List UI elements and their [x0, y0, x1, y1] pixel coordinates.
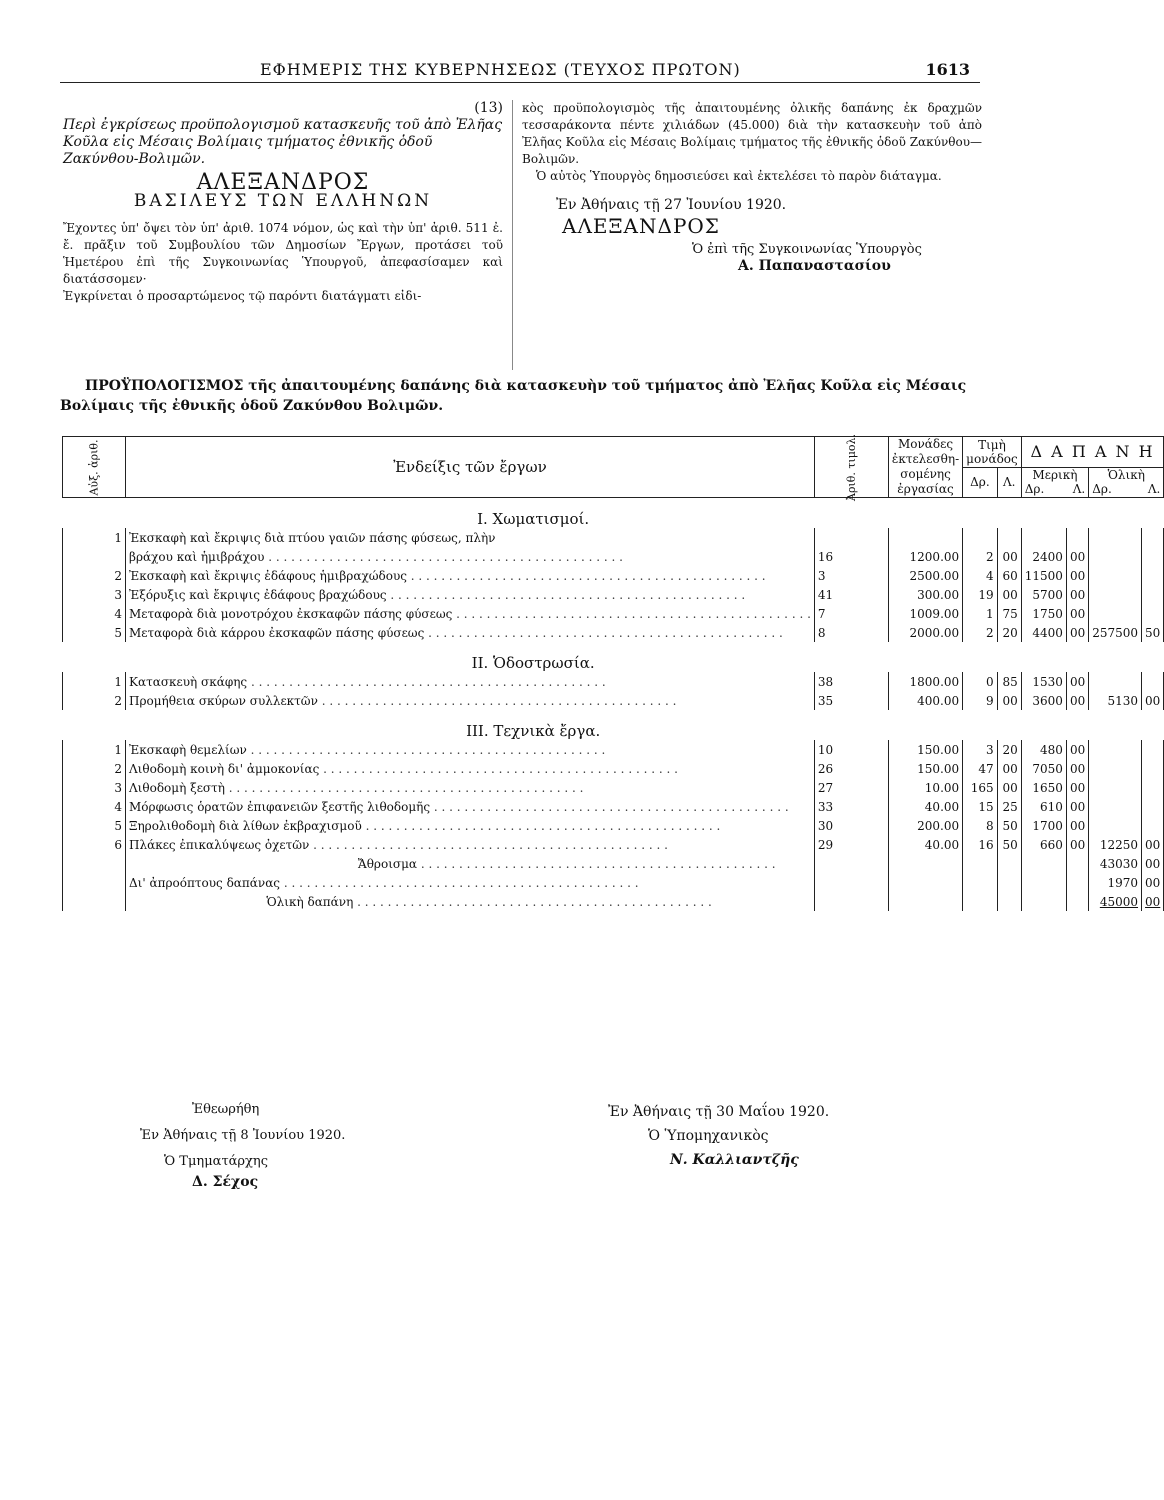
row-price-l: 00 [997, 691, 1021, 710]
row-number: 3 [63, 778, 126, 797]
total-label-cell: Ὁλικὴ δαπάνη . . . . . . . . . . . . . . . . . . . . . . . . . . . . . . . . . . . . . . . . . . . . . . . [126, 892, 815, 911]
empty-cell [963, 873, 998, 892]
column-divider [512, 100, 513, 370]
row-price-dr: 0 [986, 674, 994, 689]
row-total-dr: 12250 [1099, 837, 1139, 852]
row-total-dr [1089, 604, 1142, 623]
row-total-dr [1089, 672, 1142, 691]
empty-cell [63, 873, 126, 892]
table-row [63, 566, 1164, 585]
empty-cell [1089, 528, 1142, 547]
row-number: 2 [63, 691, 126, 710]
table-row [63, 547, 1164, 566]
row-article: 29 [814, 835, 888, 854]
row-total-dr [1089, 797, 1142, 816]
row-total-dr: 257500 [1092, 625, 1139, 640]
table-row [63, 835, 1164, 854]
empty-cell [1066, 873, 1088, 892]
decree-execution: Ὁ αὐτὸς Ὑπουργὸς δημοσιεύσει καὶ ἐκτελέσει τὸ παρὸν διάταγμα. [536, 169, 942, 183]
row-number: 3 [63, 585, 126, 604]
row-description-cell: βράχου καὶ ἡμιβράχου . . . . . . . . . . . . . . . . . . . . . . . . . . . . . . . . . . . . . . . . . . . . . . . [126, 547, 815, 566]
row-number: 5 [63, 623, 126, 642]
row-number: 5 [63, 816, 126, 835]
row-number: 2 [63, 566, 126, 585]
section-title: III. Τεχνικὰ ἔργα. [466, 722, 601, 740]
minister-title: Ὁ ἐπὶ τῆς Συγκοινωνίας Ὑπουργὸς [692, 242, 922, 257]
row-total-l [1142, 566, 1164, 585]
left-name: Δ. Σέχος [192, 1174, 259, 1190]
total-label-cell: Δι' ἀπροόπτους δαπάνας . . . . . . . . . . . . . . . . . . . . . . . . . . . . . . . . . . . . . . . . . . . . . . . [126, 873, 815, 892]
row-total-dr [1089, 740, 1142, 759]
row-description: Ἐκσκαφὴ καὶ ἔκριψις διὰ πτύου γαιῶν πάσης φύσεως, πλὴν [126, 528, 815, 547]
row-price-l: 20 [997, 740, 1021, 759]
empty-cell [1066, 854, 1088, 873]
row-number: 2 [63, 759, 126, 778]
total-value-dr: 43030 [1099, 856, 1139, 871]
row-total-l [1142, 672, 1164, 691]
col-header-price-dr: Δρ. [963, 467, 998, 498]
row-price-dr: 16 [978, 837, 994, 852]
row-total-dr [1089, 778, 1142, 797]
row-partial-l: 00 [1066, 623, 1088, 642]
row-partial-l: 00 [1066, 566, 1088, 585]
row-units: 40.00 [888, 797, 962, 816]
empty-cell [963, 528, 998, 547]
empty-cell [997, 854, 1021, 873]
empty-cell [1066, 892, 1088, 911]
row-total-dr: 5130 [1107, 693, 1139, 708]
row-description-cell: Ἐκσκαφὴ θεμελίων . . . . . . . . . . . . . . . . . . . . . . . . . . . . . . . . . . . . . . . . . . . . . . . [126, 740, 815, 759]
row-article: 16 [814, 547, 888, 566]
row-price-dr: 2 [986, 549, 994, 564]
row-description: Λιθοδομὴ ξεστὴ [129, 780, 225, 795]
row-units: 40.00 [888, 835, 962, 854]
decree-body: Ἔχοντες ὑπ' ὄψει τὸν ὑπ' ἀριθ. 1074 νόμον, ὡς καὶ τὴν ὑπ' ἀριθ. 511 ἐ. ἔ. πρᾶξιν τοῦ Συμβουλίου τῶν Δημοσίων Ἔργων, προτάσει τοῦ Ἡμετέρου ἐπὶ τῆς Συγκοινωνίας Ὑπουργοῦ, ἀπεφασίσαμεν καὶ διατάσσομεν· [63, 221, 503, 286]
total-label: Δι' ἀπροόπτους δαπάνας [129, 875, 281, 890]
col-header-description: Ἐνδείξις τῶν ἔργων [126, 437, 815, 498]
row-number-blank [63, 547, 126, 566]
row-units: 200.00 [888, 816, 962, 835]
row-partial-dr: 2400 [1032, 549, 1063, 564]
total-row [63, 854, 1164, 873]
row-partial-l: 00 [1066, 672, 1088, 691]
total-l: Λ. [1147, 482, 1161, 497]
row-price-l: 00 [997, 778, 1021, 797]
checked-label: Ἐθεωρήθη [192, 1102, 260, 1117]
row-price-l: 85 [997, 672, 1021, 691]
row-partial-dr: 4400 [1032, 625, 1063, 640]
section-title: I. Χωματισμοί. [477, 510, 590, 528]
table-row [63, 585, 1164, 604]
row-units: 150.00 [888, 740, 962, 759]
row-price-l: 00 [997, 547, 1021, 566]
empty-cell [814, 892, 888, 911]
row-units: 150.00 [888, 759, 962, 778]
row-article: 30 [814, 816, 888, 835]
row-description-cell: Μεταφορὰ διὰ μονοτρόχου ἐκσκαφῶν πάσης φύσεως . . . . . . . . . . . . . . . . . . . . . . . . . . . . . . . . . . . . . . . . . . . . . . . [126, 604, 815, 623]
left-date: Ἐν Ἀθήναις τῇ 8 Ἰουνίου 1920. [140, 1128, 346, 1143]
right-column [522, 100, 982, 275]
row-partial-l: 00 [1066, 759, 1088, 778]
empty-cell [888, 873, 962, 892]
row-units: 1009.00 [888, 604, 962, 623]
empty-cell [997, 528, 1021, 547]
row-description-cell: Πλάκες ἐπικαλύψεως ὀχετῶν . . . . . . . . . . . . . . . . . . . . . . . . . . . . . . . . . . . . . . . . . . . . . . . [126, 835, 815, 854]
row-number: 1 [63, 528, 126, 547]
row-article: 10 [814, 740, 888, 759]
row-price-dr: 4 [986, 568, 994, 583]
row-partial-dr: 1650 [1032, 780, 1063, 795]
row-partial-l: 00 [1066, 547, 1088, 566]
row-price-l: 00 [997, 759, 1021, 778]
row-total-l [1142, 740, 1164, 759]
row-article: 35 [814, 691, 888, 710]
row-description: Λιθοδομὴ κοινὴ δι' ἀμμοκονίας [129, 761, 320, 776]
row-price-l: 50 [997, 816, 1021, 835]
right-title: Ὁ Ὑπομηχανικὸς [648, 1128, 769, 1144]
row-description-cell: Λιθοδομὴ κοινὴ δι' ἀμμοκονίας . . . . . . . . . . . . . . . . . . . . . . . . . . . . . . . . . . . . . . . . . . . . . . . [126, 759, 815, 778]
row-total-l [1142, 547, 1164, 566]
section-header [63, 642, 1164, 672]
row-price-dr: 47 [978, 761, 994, 776]
row-partial-dr: 660 [1040, 837, 1063, 852]
table-row [63, 691, 1164, 710]
row-partial-l: 00 [1066, 778, 1088, 797]
row-units: 300.00 [888, 585, 962, 604]
row-description-cell: Λιθοδομὴ ξεστὴ . . . . . . . . . . . . . . . . . . . . . . . . . . . . . . . . . . . . . . . . . . . . . . . [126, 778, 815, 797]
col-header-number: Αὐξ. ἀριθ. [63, 437, 126, 498]
row-total-dr [1089, 759, 1142, 778]
row-partial-l: 00 [1066, 816, 1088, 835]
empty-cell [814, 854, 888, 873]
col-header-units: Μονάδες ἐκτελεσθη-σομένης ἐργασίας [888, 437, 962, 498]
king-title: ΒΑΣΙΛΕΥΣ ΤΩΝ ΕΛΛΗΝΩΝ [133, 191, 433, 211]
row-units: 2500.00 [888, 566, 962, 585]
total-label: Ὁλικὴ δαπάνη [266, 894, 354, 909]
row-total-l: 00 [1142, 835, 1164, 854]
budget-table [62, 436, 1164, 911]
col-header-price-l: Λ. [997, 467, 1021, 498]
row-price-l: 75 [997, 604, 1021, 623]
row-number: 1 [63, 740, 126, 759]
right-name: Ν. Καλλιαντζῆς [670, 1152, 799, 1168]
row-total-l: 00 [1142, 691, 1164, 710]
empty-cell [888, 854, 962, 873]
row-description-cell: Κατασκευὴ σκάφης . . . . . . . . . . . . . . . . . . . . . . . . . . . . . . . . . . . . . . . . . . . . . . . [126, 672, 815, 691]
row-number: 1 [63, 672, 126, 691]
row-total-dr [1089, 585, 1142, 604]
row-partial-dr: 1530 [1032, 674, 1063, 689]
left-column [63, 100, 503, 305]
decree-body-2: Ἐγκρίνεται ὁ προσαρτώμενος τῷ παρόντι διατάγματι εἰδι- [63, 289, 422, 303]
row-description-cell: Ἐκσκαφὴ καὶ ἔκριψις ἐδάφους ἡμιβραχώδους . . . . . . . . . . . . . . . . . . . . . . . . . . . . . . . . . . . . . . . . . . . . . . . [126, 566, 815, 585]
decree-number: (13) [474, 100, 503, 116]
empty-cell [63, 854, 126, 873]
partial-l: Λ. [1072, 482, 1086, 497]
total-row [63, 873, 1164, 892]
table-row [63, 604, 1164, 623]
row-description: Μόρφωσις ὁρατῶν ἐπιφανειῶν ξεστῆς λιθοδομῆς [129, 799, 431, 814]
table-row [63, 816, 1164, 835]
row-description: Ἐξόρυξις καὶ ἔκριψις ἐδάφους βραχώδους [129, 587, 387, 602]
decree-subject: Περὶ ἐγκρίσεως προϋπολογισμοῦ κατασκευῆς τοῦ ἀπὸ Ἐλῆας Κοῦλα εἰς Μέσαις Βολίμαις τμήματος ἐθνικῆς ὁδοῦ Ζακύνθου-Βολιμῶν. [63, 117, 503, 167]
row-total-l [1142, 585, 1164, 604]
total-value-l: 00 [1142, 854, 1164, 873]
row-article: 26 [814, 759, 888, 778]
row-price-dr: 8 [986, 818, 994, 833]
empty-cell [997, 873, 1021, 892]
signature-left [140, 1100, 460, 1192]
col-header-article: Ἀριθ. τιμολ. [814, 437, 888, 498]
empty-cell [1021, 528, 1066, 547]
row-partial-dr: 11500 [1024, 568, 1063, 583]
empty-cell [814, 528, 888, 547]
row-article: 8 [814, 623, 888, 642]
row-price-dr: 3 [986, 742, 994, 757]
row-description: Κατασκευὴ σκάφης [129, 674, 248, 689]
table-row [63, 778, 1164, 797]
row-article: 41 [814, 585, 888, 604]
row-price-l: 60 [997, 566, 1021, 585]
empty-cell [1021, 892, 1066, 911]
row-price-l: 50 [997, 835, 1021, 854]
row-units: 1200.00 [888, 547, 962, 566]
row-total-dr [1089, 547, 1142, 566]
section-title-cell [63, 498, 1164, 529]
col-header-unit-price: Τιμὴ μονάδος [963, 437, 1022, 468]
minister-name: Α. Παπαναστασίου [738, 258, 891, 274]
table-row [63, 623, 1164, 642]
row-units: 1800.00 [888, 672, 962, 691]
decree-date: Ἐν Ἀθήναις τῇ 27 Ἰουνίου 1920. [556, 197, 787, 213]
row-units: 400.00 [888, 691, 962, 710]
budget-title: ΠΡΟΫΠΟΛΟΓΙΣΜΟΣ τῆς ἀπαιτουμένης δαπάνης διὰ κατασκευὴν τοῦ τμήματος ἀπὸ Ἐλῆας Κοῦλα εἰς Μέσαις Βολίμαις τῆς ἐθνικῆς ὁδοῦ Ζακύνθου Βολιμῶν. [60, 378, 967, 414]
table-row-continued [63, 528, 1164, 547]
row-article: 33 [814, 797, 888, 816]
total-label: Ἄθροισμα [357, 856, 417, 871]
row-partial-dr: 610 [1040, 799, 1063, 814]
row-partial-dr: 7050 [1032, 761, 1063, 776]
row-partial-l: 00 [1066, 691, 1088, 710]
row-description: Προμήθεια σκύρων συλλεκτῶν [129, 693, 318, 708]
signature-right [608, 1100, 968, 1172]
total-dr: Δρ. [1092, 482, 1112, 497]
row-total-l [1142, 778, 1164, 797]
empty-cell [963, 892, 998, 911]
row-price-dr: 19 [978, 587, 994, 602]
row-description-cell: Μεταφορὰ διὰ κάρρου ἐκσκαφῶν πάσης φύσεως . . . . . . . . . . . . . . . . . . . . . . . . . . . . . . . . . . . . . . . . . . . . . . . [126, 623, 815, 642]
empty-cell [1021, 854, 1066, 873]
decree-continuation: κὸς προϋπολογισμὸς τῆς ἀπαιτουμένης ὀλικῆς δαπάνης ἐκ δραχμῶν τεσσαράκοντα πέντε χιλιάδων (45.000) διὰ τὴν κατασκευὴν τοῦ ἀπὸ Ἐλῆας Κοῦλα εἰς Μέσαις Βολίμαις τμήματος τῆς ἐθνικῆς ὁδοῦ Ζακύνθου—Βολιμῶν. [522, 101, 982, 166]
right-date: Ἐν Ἀθήναις τῇ 30 Μαΐου 1920. [608, 1104, 830, 1120]
row-total-l [1142, 797, 1164, 816]
row-description: Μεταφορὰ διὰ μονοτρόχου ἐκσκαφῶν πάσης φύσεως [129, 606, 453, 621]
row-price-l: 00 [997, 585, 1021, 604]
empty-cell [997, 892, 1021, 911]
row-article: 3 [814, 566, 888, 585]
row-price-l: 25 [997, 797, 1021, 816]
row-partial-l: 00 [1066, 835, 1088, 854]
empty-cell [888, 892, 962, 911]
row-partial-dr: 5700 [1032, 587, 1063, 602]
row-partial-l: 00 [1066, 740, 1088, 759]
total-label-cell: Ἄθροισμα . . . . . . . . . . . . . . . . . . . . . . . . . . . . . . . . . . . . . . . . . . . . . . . [126, 854, 815, 873]
row-price-dr: 165 [970, 780, 994, 795]
row-price-dr: 2 [986, 625, 994, 640]
row-description-cell: Ξηρολιθοδομὴ διὰ λίθων ἐκβραχισμοῦ . . . . . . . . . . . . . . . . . . . . . . . . . . . . . . . . . . . . . . . . . . . . . . . [126, 816, 815, 835]
row-number: 6 [63, 835, 126, 854]
table-row [63, 759, 1164, 778]
total-value-dr: 45000 [1099, 894, 1139, 909]
empty-cell [1066, 528, 1088, 547]
section-title-cell [63, 642, 1164, 672]
empty-cell [63, 892, 126, 911]
partial-dr: Δρ. [1024, 482, 1045, 497]
row-partial-l: 00 [1066, 604, 1088, 623]
gazette-title: ΕΦΗΜΕΡΙΣ ΤΗΣ ΚΥΒΕΡΝΗΣΕΩΣ (ΤΕΥΧΟΣ ΠΡΩΤΟΝ) [260, 60, 741, 79]
col-header-partial [1021, 467, 1088, 498]
row-price-l: 20 [997, 623, 1021, 642]
row-description: Ἐκσκαφὴ καὶ ἔκριψις ἐδάφους ἡμιβραχώδους [129, 568, 407, 583]
row-number: 4 [63, 797, 126, 816]
table-row [63, 672, 1164, 691]
row-description: Μεταφορὰ διὰ κάρρου ἐκσκαφῶν πάσης φύσεως [129, 625, 425, 640]
table-row [63, 740, 1164, 759]
row-description: Ἐκσκαφὴ θεμελίων [129, 742, 247, 757]
king-name: ΑΛΕΞΑΝΔΡΟΣ [196, 170, 370, 195]
total-value-l: 00 [1142, 892, 1164, 911]
row-total-dr [1089, 816, 1142, 835]
row-description: Πλάκες ἐπικαλύψεως ὀχετῶν [129, 837, 310, 852]
page-number: 1613 [925, 60, 970, 79]
total-label: Ὁλικὴ [1107, 468, 1145, 483]
row-partial-l: 00 [1066, 585, 1088, 604]
row-article: 38 [814, 672, 888, 691]
section-header [63, 710, 1164, 740]
row-price-dr: 9 [986, 693, 994, 708]
row-article: 7 [814, 604, 888, 623]
table-row [63, 797, 1164, 816]
row-partial-dr: 3600 [1032, 693, 1063, 708]
row-partial-dr: 480 [1040, 742, 1063, 757]
row-partial-l: 00 [1066, 797, 1088, 816]
section-title-cell [63, 710, 1164, 740]
row-description: βράχου καὶ ἡμιβράχου [129, 549, 265, 564]
king-signature: ΑΛΕΞΑΝΔΡΟΣ [562, 214, 720, 238]
row-total-l: 50 [1142, 623, 1164, 642]
row-price-dr: 1 [986, 606, 994, 621]
row-description-cell: Προμήθεια σκύρων συλλεκτῶν . . . . . . . . . . . . . . . . . . . . . . . . . . . . . . . . . . . . . . . . . . . . . . . [126, 691, 815, 710]
row-partial-dr: 1750 [1032, 606, 1063, 621]
col-header-expense: Δ Α Π Α Ν Η [1021, 437, 1164, 468]
left-title: Ὁ Τμηματάρχης [164, 1154, 268, 1169]
empty-cell [814, 873, 888, 892]
row-number: 4 [63, 604, 126, 623]
empty-cell [1142, 528, 1164, 547]
row-total-l [1142, 604, 1164, 623]
row-article: 27 [814, 778, 888, 797]
row-description-cell: Μόρφωσις ὁρατῶν ἐπιφανειῶν ξεστῆς λιθοδομῆς . . . . . . . . . . . . . . . . . . . . . . . . . . . . . . . . . . . . . . . . . . . . . . . [126, 797, 815, 816]
page-header [60, 58, 980, 83]
total-value-l: 00 [1142, 873, 1164, 892]
partial-label: Μερικὴ [1032, 468, 1078, 483]
empty-cell [1021, 873, 1066, 892]
row-units: 2000.00 [888, 623, 962, 642]
total-row [63, 892, 1164, 911]
row-total-l [1142, 816, 1164, 835]
row-partial-dr: 1700 [1032, 818, 1063, 833]
section-header [63, 498, 1164, 529]
col-header-total [1089, 467, 1164, 498]
row-total-dr [1089, 566, 1142, 585]
row-description-cell: Ἐξόρυξις καὶ ἔκριψις ἐδάφους βραχώδους . . . . . . . . . . . . . . . . . . . . . . . . . . . . . . . . . . . . . . . . . . . . . . . [126, 585, 815, 604]
section-title: II. Ὁδοστρωσία. [471, 654, 595, 672]
row-description: Ξηρολιθοδομὴ διὰ λίθων ἐκβραχισμοῦ [129, 818, 362, 833]
empty-cell [963, 854, 998, 873]
row-total-l [1142, 759, 1164, 778]
empty-cell [888, 528, 962, 547]
total-value-dr: 1970 [1107, 875, 1139, 890]
row-units: 10.00 [888, 778, 962, 797]
row-price-dr: 15 [978, 799, 994, 814]
